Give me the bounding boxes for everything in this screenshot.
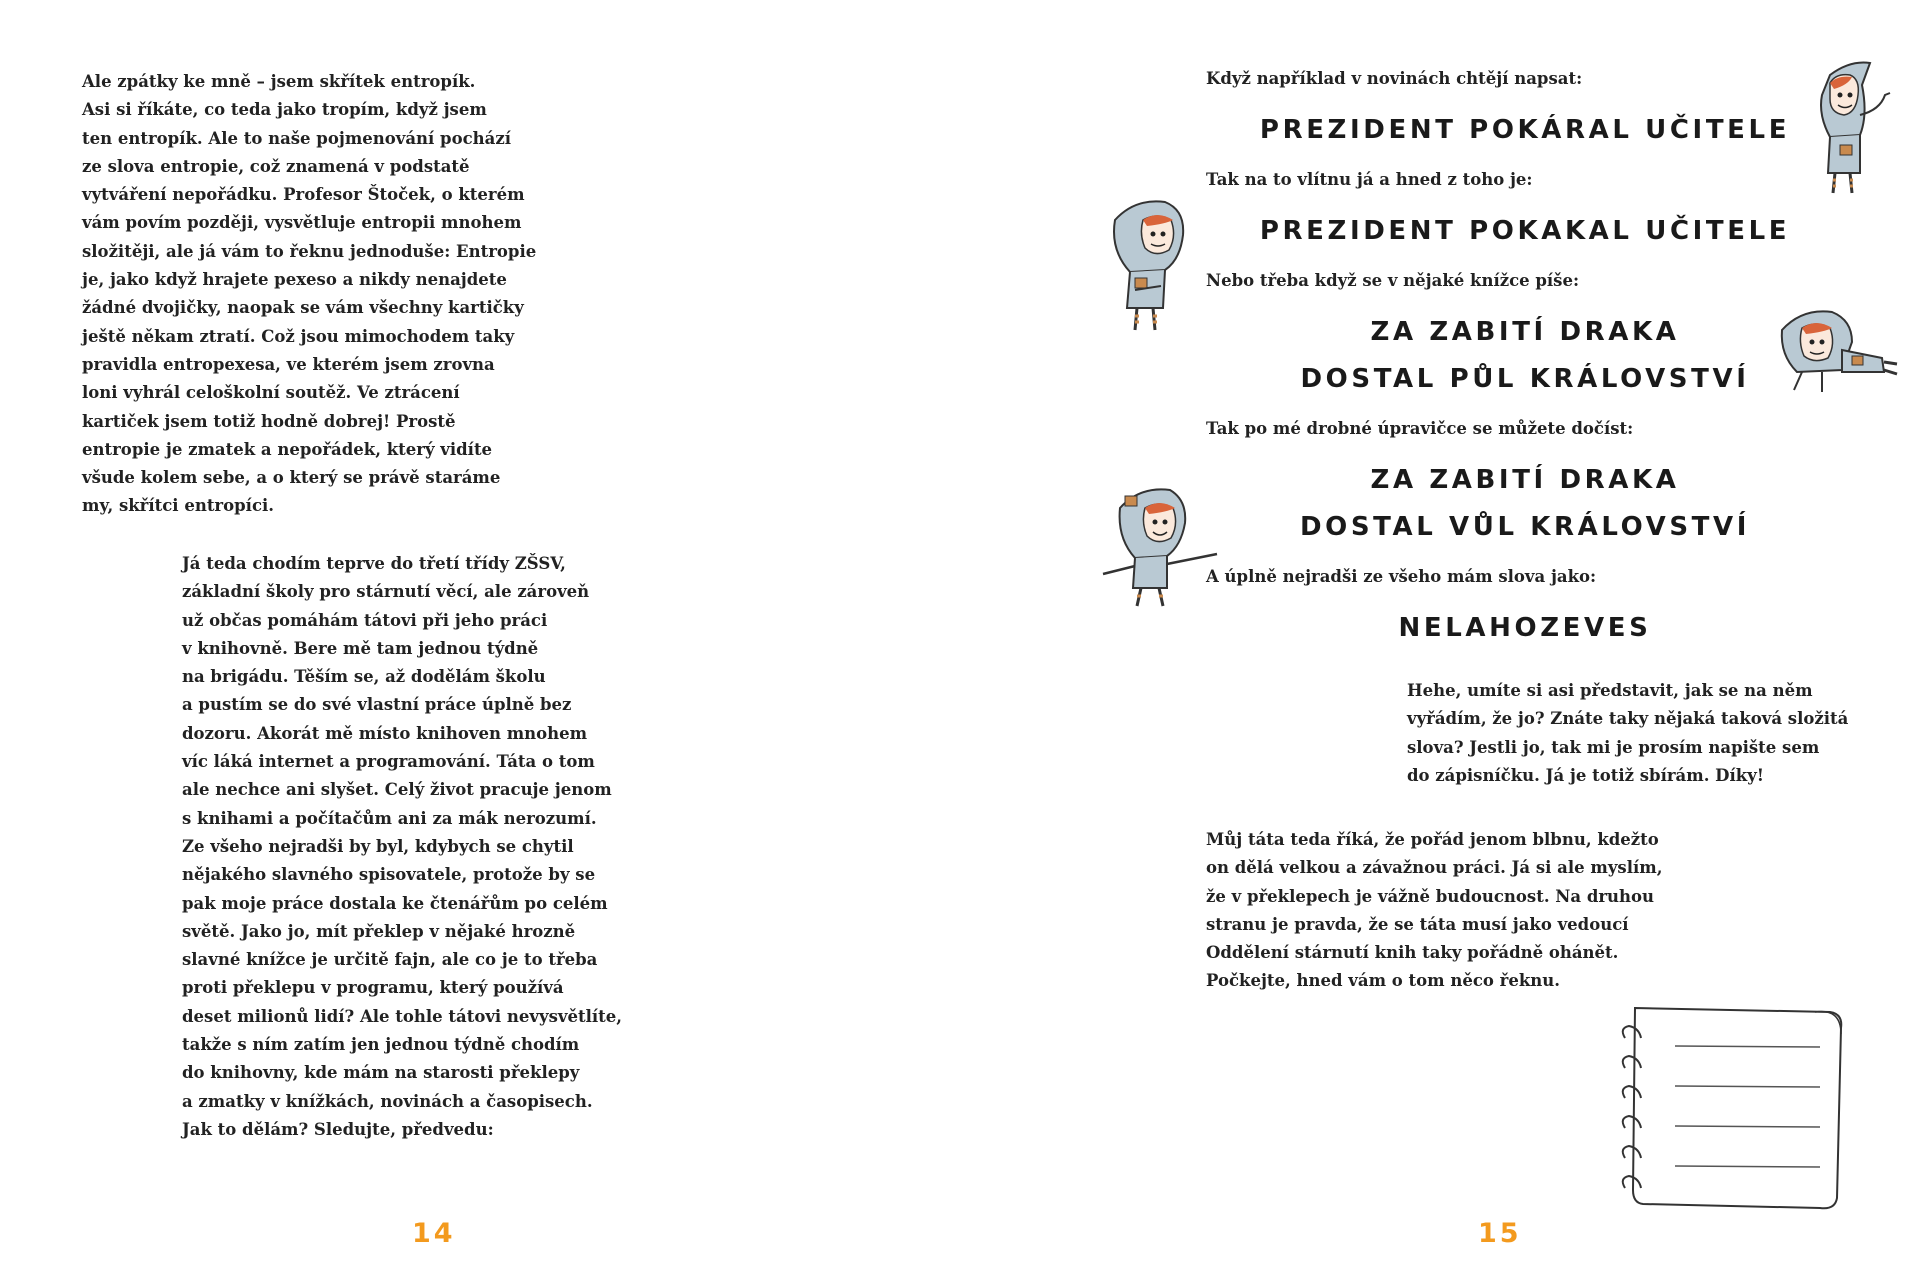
headline-pokaral: PREZIDENT POKÁRAL UČITELE xyxy=(1259,115,1791,145)
intro-line-2: Tak na to vlítnu já a hned z toho je: xyxy=(1206,170,1533,189)
intro-line-4: Tak po mé drobné úpravičce se můžete dočíst: xyxy=(1206,419,1634,438)
page-number-left: 14 xyxy=(412,1218,456,1249)
right-page xyxy=(960,0,1920,1279)
paragraph-hehe: Hehe, umíte si asi představit, jak se na něm vyřádím, že jo? Znáte taky nějaká taková složitá slova? Jestli jo, tak mi je prosím napište sem do zápisníčku. Já je totiž sbírám. Díky! xyxy=(1407,681,1849,785)
entropik-elf-icon xyxy=(1772,300,1902,420)
headline-pul-2: DOSTAL PŮL KRÁLOVSTVÍ xyxy=(1300,364,1750,394)
paragraph-zssv: Já teda chodím teprve do třetí třídy ZŠSV, základní školy pro stárnutí věcí, ale zároveň už občas pomáhám tátovi při jeho práci v knihovně. Bere mě tam jednou týdně na brigádu. Těším se, až dodělám školu a pustím se do své vlastní práce úplně bez dozoru. Akorát mě místo knihoven mnohem víc láká internet a programování. Táta o tom ale nechce ani slyšet. Celý život pracuje jenom s knihami a počítačům ani za mák nerozumí. Ze všeho nejradši by byl, kdybych se chytil nějakého slavného spisovatele, protože by se pak moje práce dostala ke čtenářům po celém světě. Jako jo, mít překlep v nějaké hrozně slavné knížce je určitě fajn, ale co je to třeba proti překlepu v programu, který používá deset milionů lidí? Ale tohle tátovi nevysvětlíte, takže s ním zatím jen jednou týdně chodím do knihovny, kde mám na starosti překlepy a zmatky v knížkách, novinách a časopisech. Jak to dělám? Sledujte, předvedu: xyxy=(182,554,622,1139)
headline-pul-1: ZA ZABITÍ DRAKA xyxy=(1370,317,1680,347)
intro-line-3: Nebo třeba když se v nějaké knížce píše: xyxy=(1206,271,1580,290)
headline-nelahozeves: NELAHOZEVES xyxy=(1398,613,1652,643)
intro-line-1: Když například v novinách chtějí napsat: xyxy=(1206,69,1583,88)
headline-vul-1: ZA ZABITÍ DRAKA xyxy=(1370,465,1680,495)
entropik-elf-icon xyxy=(1790,55,1900,205)
headline-pokakal: PREZIDENT POKAKAL UČITELE xyxy=(1259,216,1791,246)
entropik-elf-icon xyxy=(1095,478,1225,618)
paragraph-tata: Můj táta teda říká, že pořád jenom blbnu, kdežto on dělá velkou a závažnou práci. Já si ale myslím, že v překlepech je vážně budoucnost. Na druhou stranu je pravda, že se táta musí jako vedoucí Oddělení stárnutí knih taky pořádně ohánět. Počkejte, hned vám o tom něco řeknu. xyxy=(1206,830,1663,991)
headline-vul-2: DOSTAL VŮL KRÁLOVSTVÍ xyxy=(1299,512,1751,542)
intro-line-5: A úplně nejradši ze všeho mám slova jako: xyxy=(1206,567,1597,586)
notebook-icon xyxy=(1615,998,1855,1218)
page-number-right: 15 xyxy=(1478,1218,1522,1249)
paragraph-entropie: Ale zpátky ke mně – jsem skřítek entropík. Asi si říkáte, co teda jako tropím, když jsem ten entropík. Ale to naše pojmenování pochází ze slova entropie, což znamená v podstatě vytváření nepořádku. Profesor Štoček, o kterém vám povím později, vysvětluje entropii mnohem složitěji, ale já vám to řeknu jednoduše: Entropie je, jako když hrajete pexeso a nikdy nenajdete žádné dvojičky, naopak se vám všechny kartičky ještě někam ztratí. Což jsou mimochodem taky pravidla entropexesa, ve kterém jsem zrovna loni vyhrál celoškolní soutěž. Ve ztrácení kartiček jsem totiž hodně dobrej! Prostě entropie je zmatek a nepořádek, který vidíte všude kolem sebe, a o který se právě staráme my, skřítci entropíci. xyxy=(82,72,537,516)
entropik-elf-icon xyxy=(1095,190,1210,340)
